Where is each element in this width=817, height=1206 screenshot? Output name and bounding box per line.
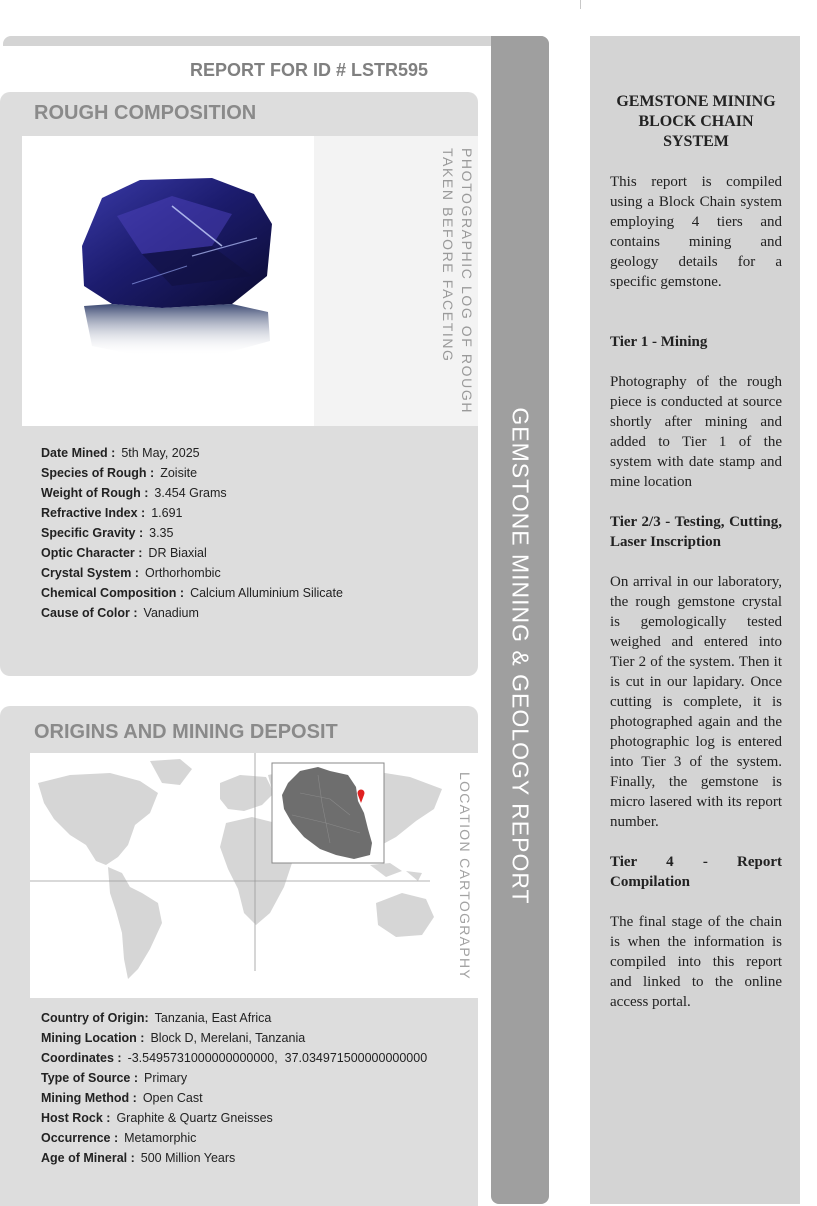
property-label: Optic Character : [41,546,143,560]
rough-property-row [41,523,343,543]
rough-caption-line-1: PHOTOGRAPHIC LOG OF ROUGH [459,147,475,415]
rough-property-row [41,483,343,503]
rough-property-row [41,443,343,463]
rough-caption-line-2: TAKEN BEFORE FACETING [440,147,456,363]
property-label: Type of Source : [41,1071,139,1085]
property-value: Graphite & Quartz Gneisses [116,1111,273,1125]
origin-properties-list [41,1008,427,1168]
world-map [30,753,478,998]
top-divider-tick [580,0,581,9]
property-label: Specific Gravity : [41,526,144,540]
origin-property-row [41,1048,427,1068]
map-caption [452,753,478,998]
property-value: 1.691 [151,506,183,520]
world-map-image [30,753,478,998]
property-label: Country of Origin: [41,1011,149,1025]
origin-property-row [41,1108,427,1128]
sidebar-intro: This report is compiled using a Block Chain system employing 4 tiers and contains mining and geology details for a specific gemstone. [610,174,782,290]
origin-property-row [41,1028,427,1048]
property-value: Tanzania, East Africa [154,1011,272,1025]
property-label: Date Mined : [41,446,116,460]
property-label: Weight of Rough : [41,486,149,500]
vertical-report-title-text: GEMSTONE MINING & GEOLOGY REPORT [507,407,534,905]
property-label: Cause of Color : [41,606,138,620]
property-value: Vanadium [143,606,199,620]
rough-property-row [41,503,343,523]
property-label: Crystal System : [41,566,139,580]
tier1-title: Tier 1 - Mining [610,334,708,350]
tier4-title: Tier 4 - Report Compilation [610,854,782,890]
property-label: Chemical Composition : [41,586,185,600]
property-value: Calcium Alluminium Silicate [190,586,343,600]
property-value: -3.5495731000000000000, 37.034971500000000000 [127,1051,428,1065]
tier23-text: On arrival in our laboratory, the rough gemstone crystal is gemologically tested weighed and entered into Tier 2 of the system. Then it is cut in our lapidary. Once cutting is complete, it is photographed again and the photographic log is entered into Tier 3 of the system. Finally, the gemstone is micro lasered with its report number. [610,574,782,830]
rough-property-row [41,563,343,583]
property-value: Primary [144,1071,188,1085]
blockchain-info-text [610,92,782,1032]
origin-property-row [41,1148,427,1168]
tier1-text: Photography of the rough piece is conducted at source shortly after mining and added to Tier 1 of the system with date stamp and mine location [610,374,782,490]
tier4-text: The final stage of the chain is when the information is compiled into this report and linked to the online access portal. [610,914,782,1010]
property-label: Occurrence : [41,1131,119,1145]
property-label: Mining Method : [41,1091,137,1105]
rough-property-row [41,463,343,483]
property-label: Age of Mineral : [41,1151,135,1165]
property-label: Refractive Index : [41,506,146,520]
property-value: 5th May, 2025 [121,446,200,460]
property-value: Open Cast [142,1091,203,1105]
vertical-report-title [491,36,549,1204]
property-value: 500 Million Years [140,1151,236,1165]
property-label: Coordinates : [41,1051,122,1065]
rough-properties-list [41,443,343,623]
origin-property-row [41,1128,427,1148]
frame-top-band [3,36,549,46]
property-value: 3.35 [149,526,174,540]
map-caption-text: LOCATION CARTOGRAPHY [457,771,473,980]
origins-title: ORIGINS AND MINING DEPOSIT [34,721,338,743]
rough-property-row [41,603,343,623]
tier23-title: Tier 2/3 - Testing, Cutting, Laser Inscription [610,514,782,550]
origin-property-row [41,1008,427,1028]
report-id-heading: REPORT FOR ID # LSTR595 [190,60,429,80]
gemstone-rough-image [22,136,314,426]
property-label: Host Rock : [41,1111,111,1125]
rough-property-row [41,583,343,603]
property-value: Orthorhombic [144,566,221,580]
property-value: Metamorphic [124,1131,197,1145]
origin-property-row [41,1088,427,1108]
property-value: Block D, Merelani, Tanzania [150,1031,306,1045]
rough-composition-title: ROUGH COMPOSITION [34,102,257,124]
property-value: DR Biaxial [148,546,207,560]
property-label: Species of Rough : [41,466,155,480]
rough-property-row [41,543,343,563]
rough-photo-caption [436,136,478,426]
property-label: Mining Location : [41,1031,145,1045]
property-value: Zoisite [160,466,198,480]
property-value: 3.454 Grams [154,486,227,500]
sidebar-heading: GEMSTONE MINING BLOCK CHAIN SYSTEM [616,93,776,150]
origin-property-row [41,1068,427,1088]
rough-photo [22,136,314,426]
